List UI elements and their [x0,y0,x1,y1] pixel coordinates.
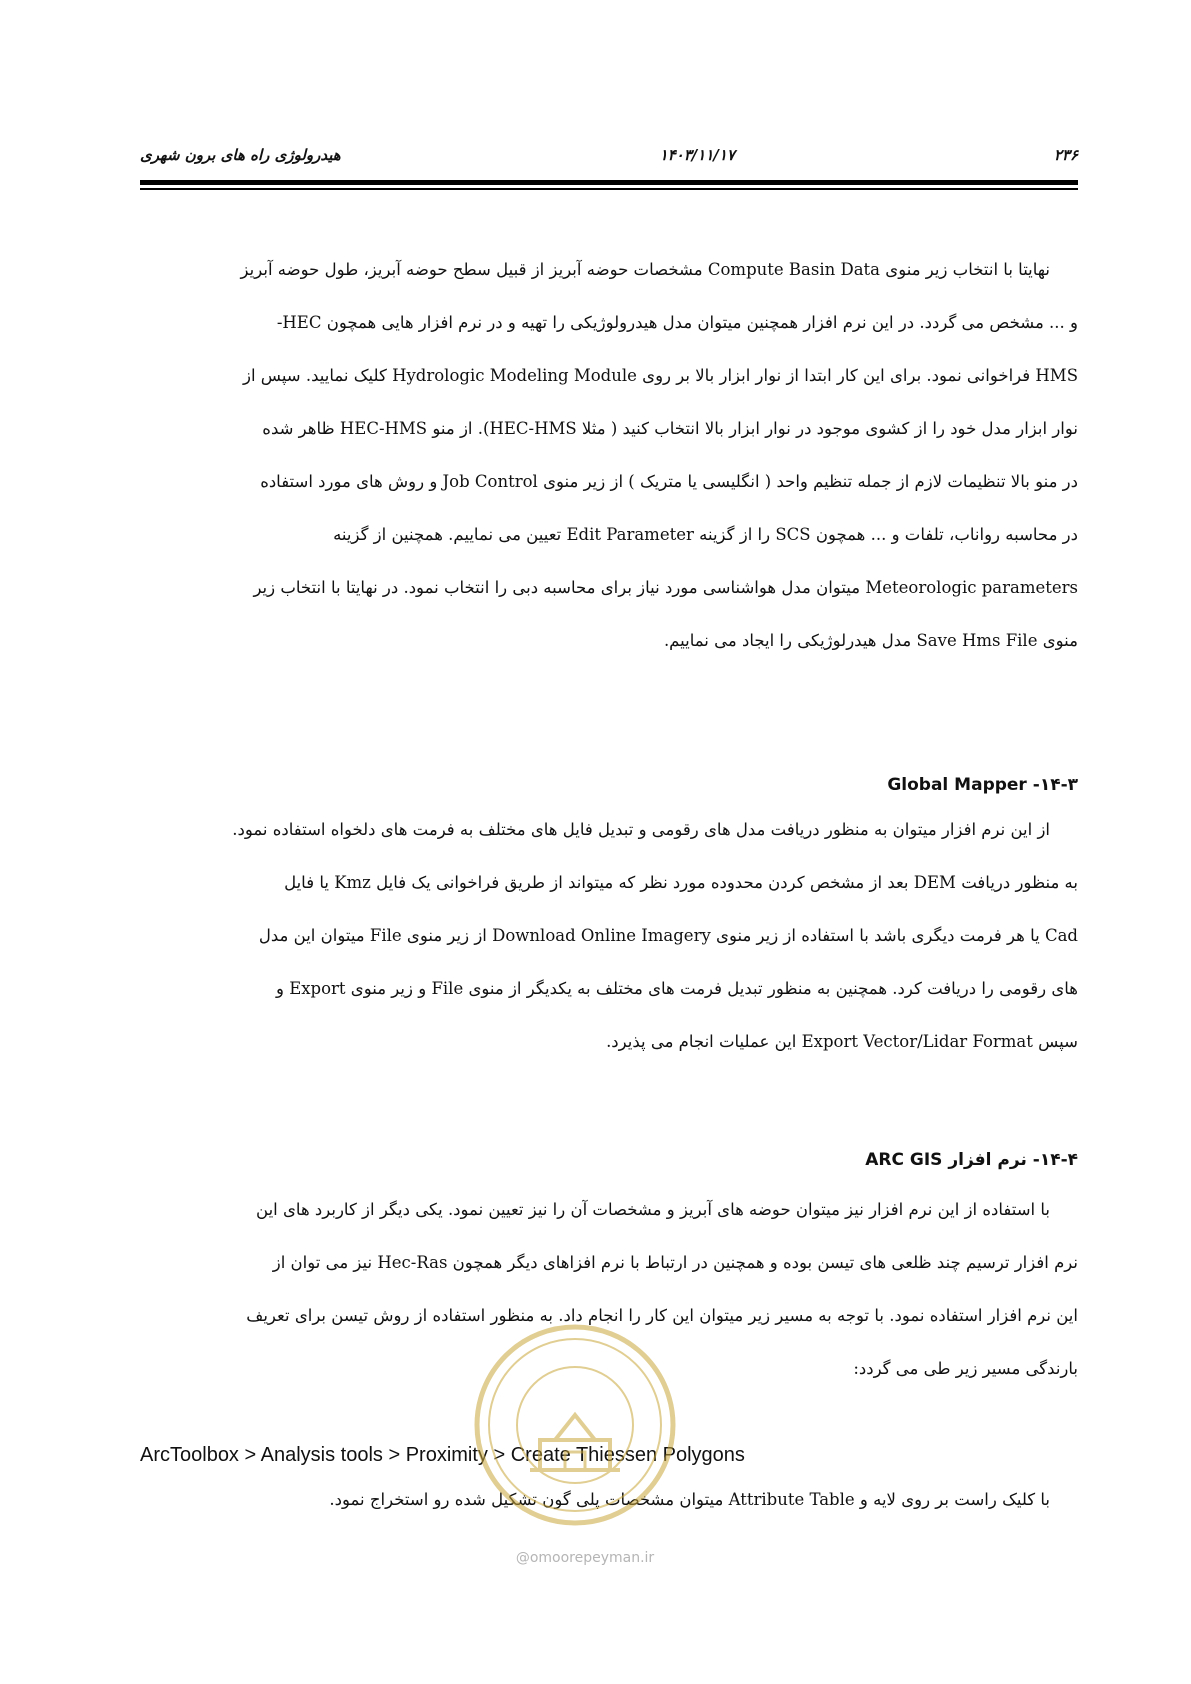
text-line: نهایتا با انتخاب زیر منوی Compute Basin Data مشخصات حوضه آبریز از قبیل سطح حوضه آبریز، طول حوضه آبریز [240,260,1050,279]
text-line: در منو بالا تنظیمات لازم از جمله تنظیم واحد ( انگلیسی یا متریک ) از زیر منوی Job Control و روش های مورد استفاده [260,472,1078,491]
header-rule [140,180,1078,185]
section-heading: ۱۴-۴- نرم افزار ARC GIS [865,1150,1078,1170]
text-line: منوی Save Hms File مدل هیدرلوژیکی را ایجاد می نماییم. [663,631,1078,650]
text-line: HMS فراخوانی نمود. برای این کار ابتدا از نوار ابزار بالا بر روی Hydrologic Modeling Module کلیک نمایید. سپس از [243,366,1078,385]
watermark-url: @omoorepeyman.ir [515,1550,655,1566]
text-line: به منظور دریافت DEM بعد از مشخص کردن محدوده مورد نظر که میتواند از طریق فراخوانی یک فایل Kmz یا فایل [284,873,1078,892]
watermark-seal-icon [470,1320,680,1530]
text-line: Meteorologic parameters میتوان مدل هواشناسی مورد نیاز برای محاسبه دبی را انتخاب نمود. در نهایتا با انتخاب زیر [253,578,1078,597]
text-line: نوار ابزار مدل خود را از کشوی موجود در نوار ابزار بالا انتخاب کنید ( مثلا HEC-HMS). از منو HEC-HMS ظاهر شده [262,419,1078,438]
header-date: ۱۴۰۳/۱۱/۱۷ [659,146,735,164]
text-line: در محاسبه رواناب، تلفات و ... همچون SCS را از گزینه Edit Parameter تعیین می نماییم. همچنین از گزینه [333,525,1078,544]
global-mapper-section [140,770,1078,800]
text-line: سپس Export Vector/Lidar Format این عملیات انجام می پذیرد. [606,1032,1078,1051]
page-number: ۲۳۶ [1053,146,1078,164]
global-mapper-body [140,803,1078,1068]
text-line: با استفاده از این نرم افزار نیز میتوان حوضه های آبریز و مشخصات آن را نیز تعیین نمود. یکی دیگر از کاربرد های این [256,1200,1050,1219]
text-line: با کلیک راست بر روی لایه و Attribute Table میتوان مشخصات پلی گون تشکیل شده رو استخراج نمود. [329,1490,1050,1509]
header-rule-thin [140,188,1078,190]
text-line: نرم افزار ترسیم چند ظلعی های تیسن بوده و همچنین در ارتباط با نرم افزاهای دیگر همچون Hec-Ras نیز می توان از [272,1253,1078,1272]
text-line: از این نرم افزار میتوان به منظور دریافت مدل های رقومی و تبدیل فایل های مختلف به فرمت های دلخواه استفاده نمود. [232,820,1050,839]
arcgis-section [140,1145,1078,1175]
section-heading: ۱۴-۳- Global Mapper [887,775,1078,795]
text-line: های رقومی را دریافت کرد. همچنین به منظور تبدیل فرمت های مختلف به یکدیگر از منوی File و زیر منوی Export و [275,979,1078,998]
text-line: Cad یا هر فرمت دیگری باشد با استفاده از زیر منوی Download Online Imagery از زیر منوی File میتوان این مدل [258,926,1078,945]
text-line: بارندگی مسیر زیر طی می گردد: [853,1359,1078,1378]
page-header [140,140,1078,170]
toolbox-path: ArcToolbox > Analysis tools > Proximity > Create Thiessen Polygons [140,1444,745,1466]
running-title: هیدرولوژی راه های برون شهری [140,146,341,164]
text-line: این نرم افزار استفاده نمود. با توجه به مسیر زیر میتوان این کار را انجام داد. به منظور استفاده از روش تیسن برای تعریف [246,1306,1078,1325]
intro-paragraph [140,243,1078,667]
text-line: و ... مشخص می گردد. در این نرم افزار همچنین میتوان مدل هیدرولوژیکی را تهیه و در نرم افزار هایی همچون HEC- [276,313,1078,332]
